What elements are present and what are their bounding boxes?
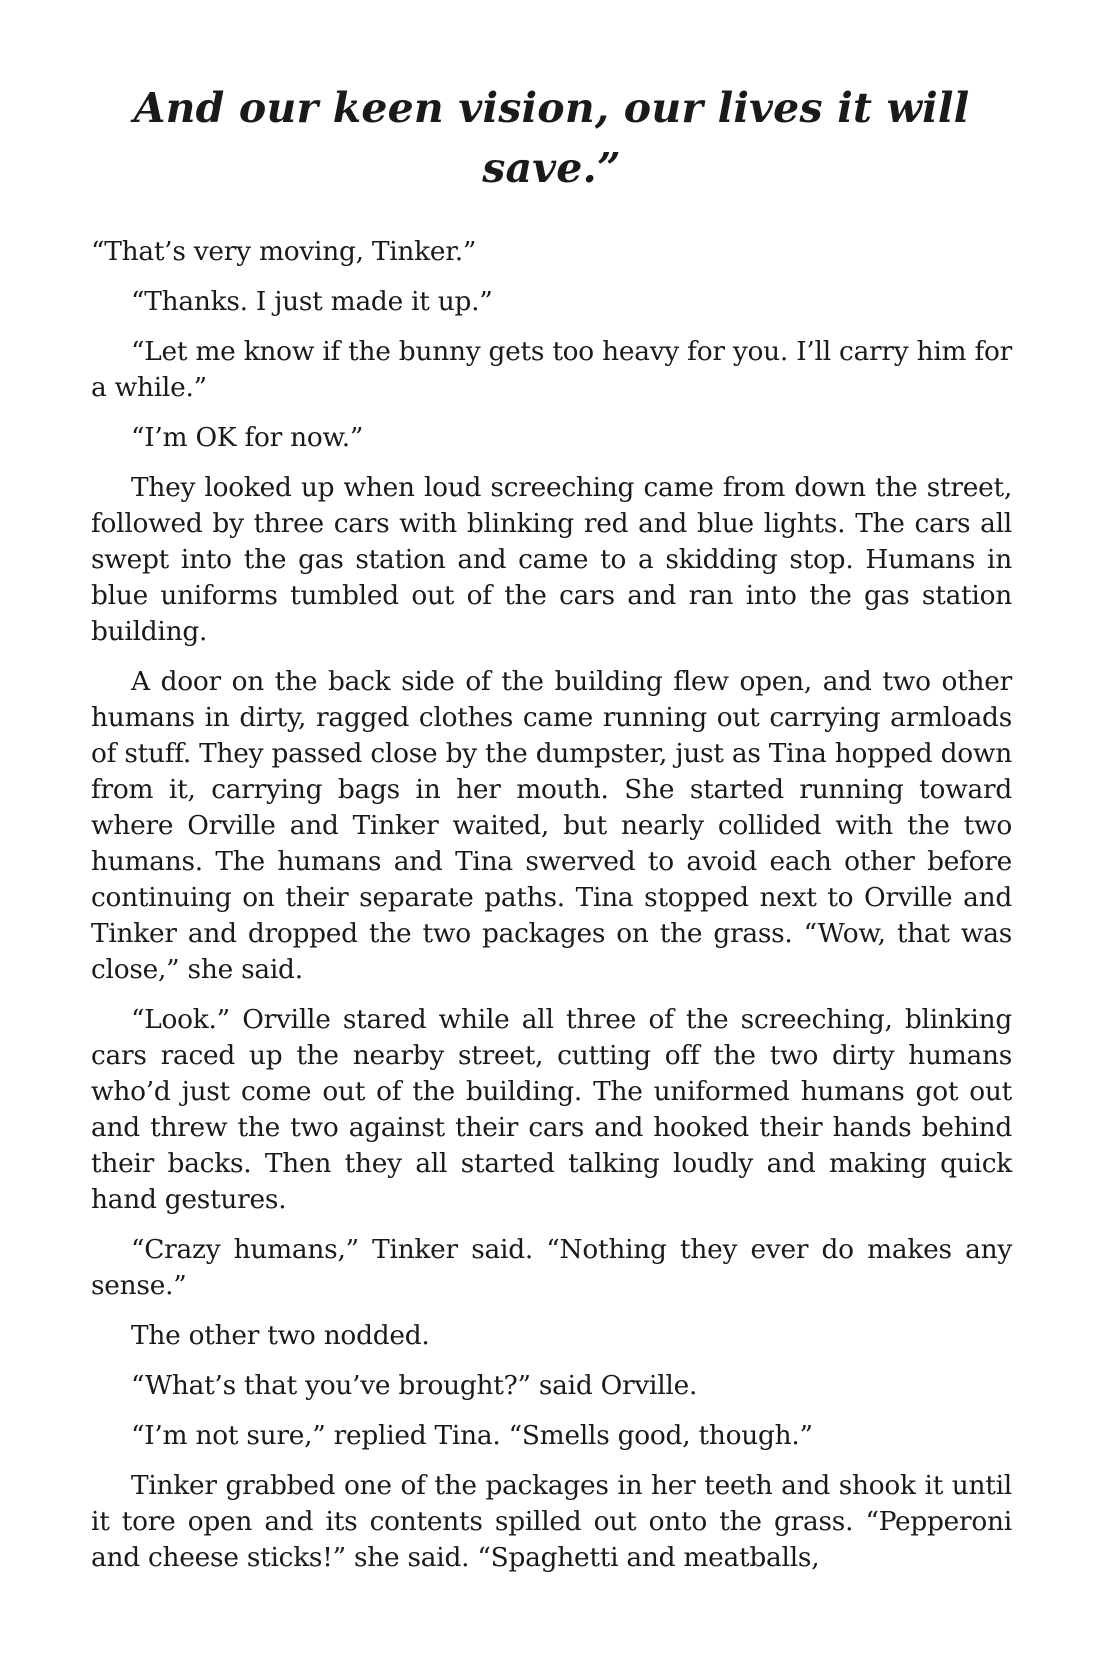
paragraph: “Look.” Orville stared while all three of the screeching, blinking cars raced up the nearby street, cutting off the two dirty humans who’d just come out of the building. The uniformed humans got out and threw the two against their cars and hooked their hands behind their backs. Then they all started talking loudly and making quick hand gestures.: [91, 1004, 1012, 1215]
verse-closing-line: And our keen vision, our lives it will save.”: [133, 84, 970, 192]
paragraph: “I’m not sure,” replied Tina. “Smells good, though.”: [131, 1420, 813, 1451]
paragraph: “Crazy humans,” Tinker said. “Nothing they ever do makes any sense.”: [91, 1234, 1012, 1301]
paragraph: A door on the back side of the building flew open, and two other humans in dirty, ragged clothes came running out carrying armloads of stuff. They passed close by the dumpster, just as Tina hopped down from it, carrying bags in her mouth. She started running toward where Orville and Tinker waited, but nearly collided with the two humans. The humans and Tina swerved to avoid each other before continuing on their separate paths. Tina stopped next to Orville and Tinker and dropped the two packages on the grass. “Wow, that was close,” she said.: [91, 666, 1012, 985]
paragraph: “That’s very moving, Tinker.”: [91, 236, 477, 267]
paragraph: “Thanks. I just made it up.”: [131, 286, 493, 317]
paragraph: The other two nodded.: [131, 1320, 430, 1351]
paragraph: “I’m OK for now.”: [131, 422, 364, 453]
paragraph: “What’s that you’ve brought?” said Orville.: [131, 1370, 698, 1401]
paragraph: They looked up when loud screeching came from down the street, followed by three cars with blinking red and blue lights. The cars all swept into the gas station and came to a skidding stop. Humans in blue uniforms tumbled out of the cars and ran into the gas station building.: [91, 472, 1012, 647]
paragraph: “Let me know if the bunny gets too heavy for you. I’ll carry him for a while.”: [91, 336, 1012, 403]
paragraph: Tinker grabbed one of the packages in her teeth and shook it until it tore open and its contents spilled out onto the grass. “Pepperoni and cheese sticks!” she said. “Spaghetti and meatballs,: [91, 1470, 1012, 1573]
